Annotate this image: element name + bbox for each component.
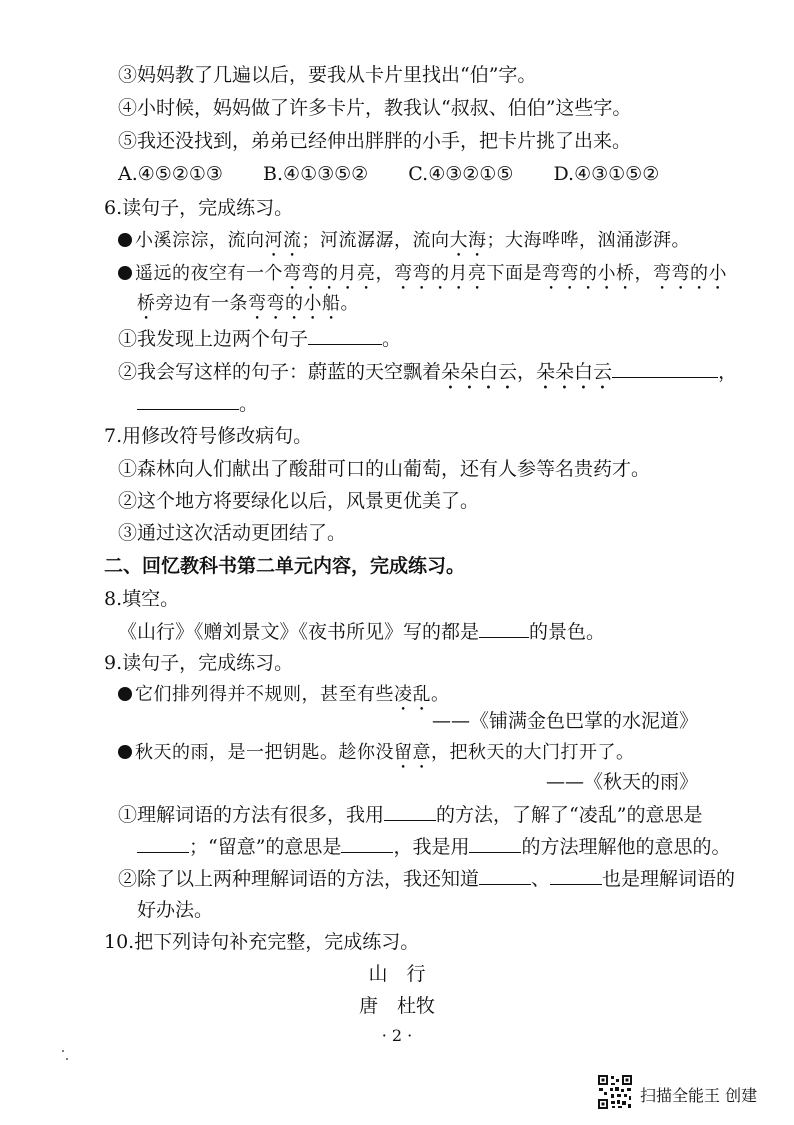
q6-sentence-1: 小溪淙淙，流向河流；河流潺潺，流向大海；大海哗哗，汹涌澎湃。 xyxy=(118,229,690,261)
q6-sub-2-line-2: 。 xyxy=(137,391,258,416)
q5-option-b: B.④①③⑤② xyxy=(263,163,369,185)
bullet-icon xyxy=(118,266,132,280)
poem-title: 山 行 xyxy=(368,963,426,985)
q5-option-d: D.④③①⑤② xyxy=(553,163,660,185)
q6-sub-2: ②我会写这样的句子：蔚蓝的天空飘着朵朵白云，朵朵白云 ， xyxy=(118,361,738,383)
answer-blank[interactable] xyxy=(479,619,529,638)
q8-text: 《山行》《赠刘景文》《夜书所见》写的都是 的景色。 xyxy=(118,621,606,643)
scan-speck xyxy=(62,1050,64,1052)
q6-sub-1: ①我发现上边两个句子 。 xyxy=(118,328,402,350)
answer-blank[interactable] xyxy=(137,391,239,410)
q9-sentence-1: 它们排列得并不规则，甚至有些凌乱。 xyxy=(118,683,450,715)
q5-item-5: ⑤我还没找到，弟弟已经伸出胖胖的小手，把卡片挑了出来。 xyxy=(118,130,632,152)
q5-item-3: ③妈妈教了几遍以后，要我从卡片里找出“伯”字。 xyxy=(118,64,537,86)
answer-blank[interactable] xyxy=(479,866,531,885)
q9-sentence-2-source: ——《秋天的雨》 xyxy=(545,771,698,793)
q7-item-1: ①森林向人们献出了酸甜可口的山葡萄，还有人参等名贵药才。 xyxy=(118,458,651,480)
page-number: · 2 · xyxy=(381,1026,413,1045)
q9-sub-2-line-1: ②除了以上两种理解词语的方法，我还知道 、 也是理解词语的 xyxy=(118,868,736,890)
section-2-title: 二、回忆教科书第二单元内容，完成练习。 xyxy=(104,555,466,577)
q7-title: 7.用修改符号修改病句。 xyxy=(104,425,313,447)
answer-blank[interactable] xyxy=(469,834,521,853)
bullet-icon xyxy=(118,233,132,247)
q9-sub-2-line-2: 好办法。 xyxy=(137,899,214,921)
qr-code-icon xyxy=(597,1074,633,1110)
q6-title: 6.读句子，完成练习。 xyxy=(104,197,294,219)
answer-blank[interactable] xyxy=(341,834,393,853)
q6-sentence-2-line-1: 遥远的夜空有一个弯弯的月亮，弯弯的月亮下面是弯弯的小桥，弯弯的小 xyxy=(118,262,727,294)
q7-item-3: ③通过这次活动更团结了。 xyxy=(118,522,347,544)
q5-option-c: C.④③②①⑤ xyxy=(408,163,514,185)
scanner-watermark-label: 扫描全能王 创建 xyxy=(640,1086,758,1105)
q9-sub-1-line-1: ①理解词语的方法有很多，我用 的方法，了解了“凌乱”的意思是 xyxy=(118,804,703,826)
q5-option-a: A.④⑤②①③ xyxy=(118,163,223,185)
q6-sentence-2-line-2: 桥旁边有一条弯弯的小船。 xyxy=(137,293,359,314)
answer-blank[interactable] xyxy=(384,802,436,821)
q5-item-4: ④小时候，妈妈做了许多卡片，教我认“叔叔、伯伯”这些字。 xyxy=(118,97,632,119)
scan-speck xyxy=(66,1058,68,1060)
bullet-icon xyxy=(118,745,132,759)
answer-blank[interactable] xyxy=(550,866,602,885)
q9-sentence-1-source: ——《铺满金色巴掌的水泥道》 xyxy=(431,710,698,732)
q5-options xyxy=(118,162,659,186)
q9-title: 9.读句子，完成练习。 xyxy=(104,652,294,674)
q9-sentence-2: 秋天的雨，是一把钥匙。趁你没留意，把秋天的大门打开了。 xyxy=(118,741,635,773)
answer-blank[interactable] xyxy=(612,359,718,378)
answer-blank[interactable] xyxy=(137,834,189,853)
q7-item-2: ②这个地方将要绿化以后，风景更优美了。 xyxy=(118,490,480,512)
q8-title: 8.填空。 xyxy=(104,588,180,610)
q9-sub-1-line-2: ；“留意”的意思是 ，我是用 的方法理解他的意思的。 xyxy=(137,834,730,859)
poem-author: 唐 杜牧 xyxy=(358,995,435,1017)
bullet-icon xyxy=(118,687,132,701)
answer-blank[interactable] xyxy=(308,326,382,345)
q10-title: 10.把下列诗句补充完整，完成练习。 xyxy=(104,931,420,953)
